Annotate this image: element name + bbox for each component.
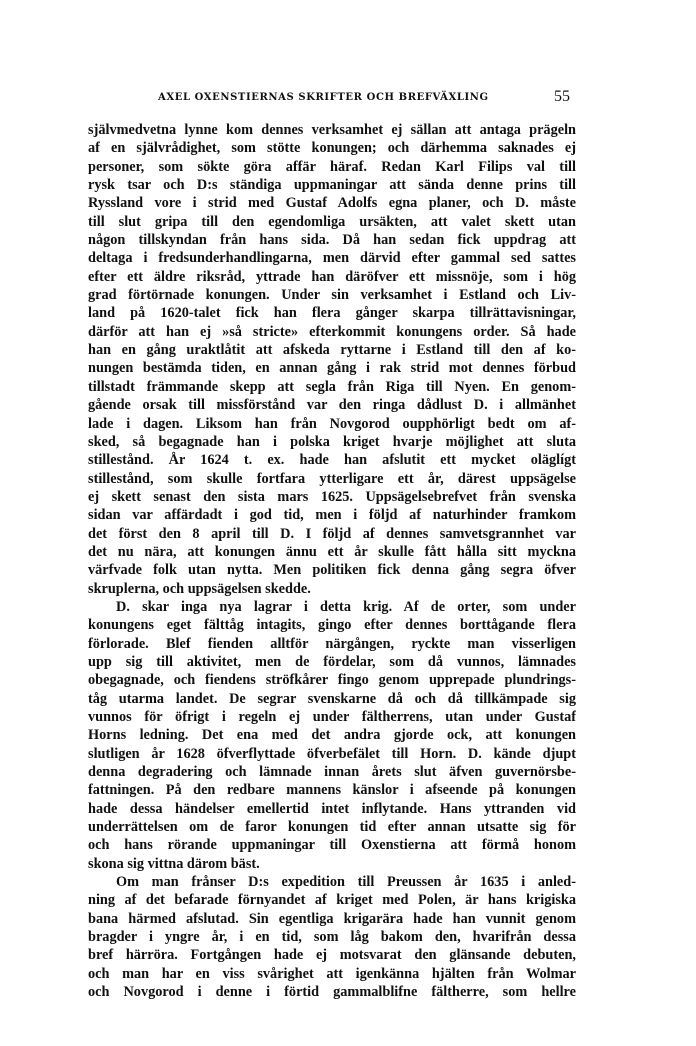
text-line: rysk tsar och D:s ständiga uppmaningar att sända denne prins till [88, 177, 576, 194]
text-line: tillstadt främmande skepp att segla från Riga till Nyen. En genom- [88, 378, 576, 395]
text-line: tåg utarma landet. De segrar svenskarne då och då tillkämpade sig [88, 690, 576, 707]
text-line: upp sig till aktivitet, men de fördelar, som då vunnos, lämnades [88, 653, 576, 670]
text-line: efter ett äldre riksråd, yttrade han däröfver ett missnöje, som i hög [88, 268, 576, 285]
text-line: nungen bestämda tiden, en annan gång i rak strid mot dennes förbud [88, 360, 576, 377]
text-line: slutligen år 1628 öfverflyttade öfverbefälet till Horn. D. kände djupt [88, 745, 576, 762]
paragraph-end-line: skona sig vittna därom bäst. [88, 855, 260, 872]
paragraph-start-line: Om man frånser D:s expedition till Preussen år 1635 i anled- [116, 874, 576, 891]
page-header [88, 88, 576, 112]
text-line: och man har en viss svårighet att igenkänna hjälten från Wolmar [88, 965, 576, 982]
text-line: underrättelsen om de faror konungen tid efter annan utsatte sig för [88, 819, 576, 836]
text-line: konungens eget fälttåg intagits, gingo efter dennes borttågande flera [88, 617, 576, 634]
text-line: obegagnade, och fiendens ströfkårer fingo genom upprepade plundrings- [88, 672, 576, 689]
text-line: värfvade folk utan nytta. Men politiken fick denna gång segra öfver [88, 562, 576, 579]
text-line: det först den 8 april till D. I följd af dennes samvetsgrannhet var [88, 525, 576, 542]
body-text [88, 121, 576, 1002]
paragraph-start-line: D. skar inga nya lagrar i detta krig. Af de orter, som under [116, 598, 576, 615]
text-line: vunnos för öfrigt i regeln ej under fältherrens, utan under Gustaf [88, 709, 576, 725]
text-line: stillestånd, som skulle fortfara ytterligare ett år, därest uppsägelse [88, 470, 576, 487]
text-line: stillestånd. År 1624 t. ex. hade han afslutit ett mycket oläglígt [88, 452, 576, 469]
running-title: AXEL OXENSTIERNAS SKRIFTER OCH BREFVÄXLING [158, 92, 489, 103]
text-line: till slut gripa till den egendomliga ursäkten, att valet skett utan [88, 213, 576, 230]
text-line: gående orsak till missförstånd var den ringa dådlust D. i allmänhet [88, 397, 576, 414]
text-line: fattningen. På den redbare mannens känslor i afseende på konungen [88, 782, 576, 799]
text-line: Horns ledning. Det ena med det andra gjorde ock, att konungen [88, 727, 576, 744]
text-line: lade i dagen. Liksom han från Novgorod oupphörligt bedt om af- [88, 415, 576, 432]
text-line: och Novgorod i denne i förtid gammalblifne fältherre, som hellre [88, 984, 576, 1001]
text-line: självmedvetna lynne kom dennes verksamhet ej sällan att antaga prägeln [88, 122, 576, 138]
text-line: ning af det befarade förnyandet af kriget med Polen, är hans krigiska [88, 892, 576, 909]
page-number: 55 [554, 88, 570, 105]
text-line: personer, som sökte göra affär häraf. Redan Karl Filips val till [88, 158, 576, 175]
text-line: och hans rörande uppmaningar till Oxenstierna att förmå honom [88, 837, 576, 854]
text-line: ej skett senast den sista mars 1625. Uppsägelsebrefvet från svenska [88, 488, 576, 505]
text-line: grad förtörnade konungen. Under sin verksamhet i Estland och Liv- [88, 287, 576, 304]
text-line: bref härröra. Fortgången hade ej motsvarat den glänsande debuten, [88, 947, 576, 964]
text-line: sidan var affärdadt i god tid, men i följd af naturhinder framkom [88, 507, 576, 524]
text-line: deltaga i fredsunderhandlingarna, men därvid efter gammal sed sattes [88, 250, 576, 267]
text-line: han en gång uraktlåtit att afskeda ryttarne i Estland till den af ko- [88, 342, 576, 359]
text-line: denna degradering och lämnade innan årets slut äfven guvernörsbe- [88, 764, 576, 781]
text-line: bragder i yngre år, i en tid, som låg bakom den, hvarifrån dessa [88, 929, 576, 946]
text-line: af en självrådighet, som stötte konungen; och därhemma saknades ej [88, 140, 576, 157]
text-line: sked, så begagnade han i polska kriget hvarje möjlighet att sluta [88, 433, 576, 450]
text-line: förlorade. Blef fienden alltför närgången, ryckte man visserligen [88, 635, 576, 652]
text-line: land på 1620-talet fick han flera gånger skarpa tillrättavisningar, [88, 305, 576, 322]
text-line: Ryssland vore i strid med Gustaf Adolfs egna planer, och D. måste [88, 195, 576, 212]
text-line: hade dessa händelser emellertid intet inflytande. Hans yttranden vid [88, 800, 576, 817]
paragraph-end-line: skruplerna, och uppsägelsen skedde. [88, 580, 311, 597]
text-line: därför att han ej »så stricte» efterkommit konungens order. Så hade [88, 323, 576, 340]
text-line: någon tillskyndan från hans sida. Då han sedan fick uppdrag att [88, 232, 576, 249]
text-line: det nu nära, att konungen ännu ett år skulle fått hålla sitt myckna [88, 543, 576, 560]
text-line: bana härmed afslutad. Sin egentliga krigarära hade han vunnit genom [88, 910, 576, 927]
